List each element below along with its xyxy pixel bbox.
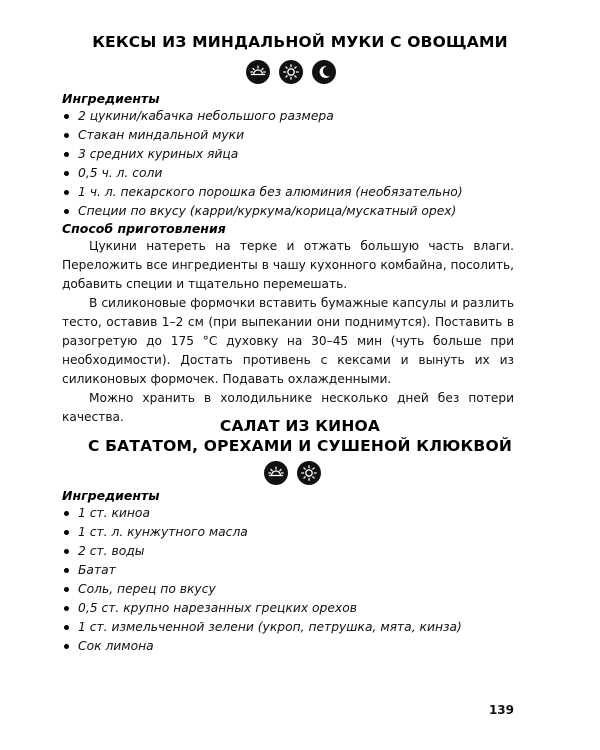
sun-icon (297, 461, 321, 485)
list-item: 3 средних куриных яйца (62, 145, 463, 164)
list-item: 2 цукини/кабачка небольшого размера (62, 107, 463, 126)
list-item: Сок лимона (62, 637, 462, 656)
ingredients-heading: Ингредиенты (62, 488, 160, 503)
method-paragraph: Можно хранить в холодильнике несколько дней без потери качества. (62, 391, 514, 424)
list-item: 1 ст. л. кунжутного масла (62, 523, 462, 542)
meal-time-icons (264, 461, 321, 485)
ingredients-list (62, 107, 463, 221)
method-paragraph: Цукини натереть на терке и отжать большую часть влаги. Переложить все ингредиенты в чашу кухонного комбайна, посолить, добавить специи и тщательно перемешать. (62, 239, 514, 291)
moon-icon (312, 60, 336, 84)
method-heading: Способ приготовления (62, 221, 226, 236)
list-item: 1 ст. измельченной зелени (укроп, петрушка, мята, кинза) (62, 618, 462, 637)
recipe-title-line1: САЛАТ ИЗ КИНОА (219, 417, 381, 435)
recipe-title: КЕКСЫ ИЗ МИНДАЛЬНОЙ МУКИ С ОВОЩАМИ (92, 33, 508, 51)
sun-icon (279, 60, 303, 84)
list-item: 0,5 ст. крупно нарезанных грецких орехов (62, 599, 462, 618)
list-item: 1 ст. киноа (62, 504, 462, 523)
sunrise-icon (264, 461, 288, 485)
list-item: Батат (62, 561, 462, 580)
ingredients-heading: Ингредиенты (62, 91, 160, 106)
sunrise-icon (246, 60, 270, 84)
list-item: Специи по вкусу (карри/куркума/корица/мускатный орех) (62, 202, 463, 221)
recipe-title-line2: С БАТАТОМ, ОРЕХАМИ И СУШЕНОЙ КЛЮКВОЙ (88, 437, 512, 455)
meal-time-icons (246, 60, 336, 84)
list-item: Стакан миндальной муки (62, 126, 463, 145)
ingredients-list (62, 504, 462, 656)
page-number: 139 (488, 703, 514, 717)
list-item: 1 ч. л. пекарского порошка без алюминия (необязательно) (62, 183, 463, 202)
list-item: 0,5 ч. л. соли (62, 164, 463, 183)
method-text (62, 237, 514, 427)
method-paragraph: В силиконовые формочки вставить бумажные капсулы и разлить тесто, оставив 1–2 см (при выпекании они поднимутся). Поставить в разогретую до 175 °С духовку на 30–45 мин (чуть больше при необходимости). Достать противень с кексами и вынуть их из силиконовых формочек. Подавать охлажденными. (62, 296, 514, 386)
list-item: 2 ст. воды (62, 542, 462, 561)
list-item: Соль, перец по вкусу (62, 580, 462, 599)
